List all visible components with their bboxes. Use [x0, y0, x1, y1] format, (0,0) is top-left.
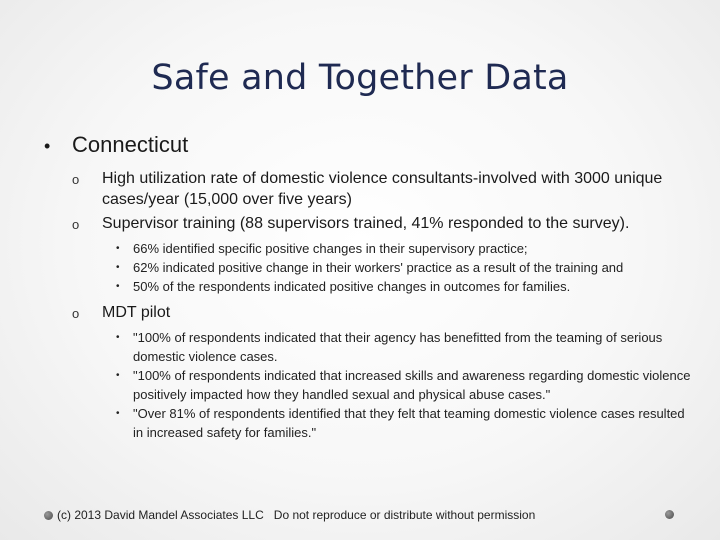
list-item-text: 50% of the respondents indicated positive changes in outcomes for families.	[133, 279, 571, 294]
sub-item-text: High utilization rate of domestic violence consultants-involved with 3000 unique cases/year (15,000 over five years)	[102, 170, 663, 208]
list-item-text: 62% indicated positive change in their workers' practice as a result of the training and	[133, 260, 624, 275]
footer	[44, 507, 535, 523]
slide-content	[44, 132, 694, 448]
list-item-marker: •	[116, 262, 120, 273]
bullet-marker: •	[44, 136, 51, 156]
sub-item-marker: o	[72, 217, 80, 232]
sub-item-text: Supervisor training (88 supervisors trained, 41% responded to the survey).	[102, 215, 630, 232]
list-item	[116, 366, 694, 404]
list-item	[116, 277, 694, 296]
footer-notice: Do not reproduce or distribute without permission	[273, 508, 536, 522]
sub-item-mdt-pilot	[72, 302, 694, 324]
mdt-results-list	[44, 328, 694, 442]
list-item-text: "100% of respondents indicated that their agency has benefitted from the teaming of serious domestic violence cases.	[133, 330, 663, 364]
bullet-label: Connecticut	[72, 132, 189, 157]
list-item-text: 66% identified specific positive changes in their supervisory practice;	[133, 241, 528, 256]
sub-item-text: MDT pilot	[102, 304, 171, 321]
slide-title: Safe and Together Data	[151, 58, 569, 98]
list-item-marker: •	[116, 281, 120, 292]
sub-item-marker: o	[72, 172, 80, 187]
list-item	[116, 404, 694, 442]
list-item-marker: •	[116, 243, 120, 254]
footer-copyright: (c) 2013 David Mandel Associates LLC	[57, 508, 264, 522]
list-item-marker: •	[116, 332, 120, 343]
list-item-text: "Over 81% of respondents identified that they felt that teaming domestic violence cases resulted in increased safety for families."	[133, 406, 685, 440]
list-item-marker: •	[116, 408, 120, 419]
bullet-connecticut	[44, 132, 694, 158]
list-item-marker: •	[116, 370, 120, 381]
list-item	[116, 328, 694, 366]
sub-item-utilization	[72, 168, 694, 210]
sub-item-supervisor-training	[72, 213, 694, 235]
sub-item-marker: o	[72, 306, 80, 321]
supervisor-results-list	[44, 239, 694, 296]
list-item	[116, 239, 694, 258]
footer-dot-icon	[44, 511, 53, 520]
list-item	[116, 258, 694, 277]
footer-right-dot-icon	[665, 510, 674, 519]
list-item-text: "100% of respondents indicated that increased skills and awareness regarding domestic violence positively impacted how they handled sexual and physical abuse cases."	[133, 368, 691, 402]
